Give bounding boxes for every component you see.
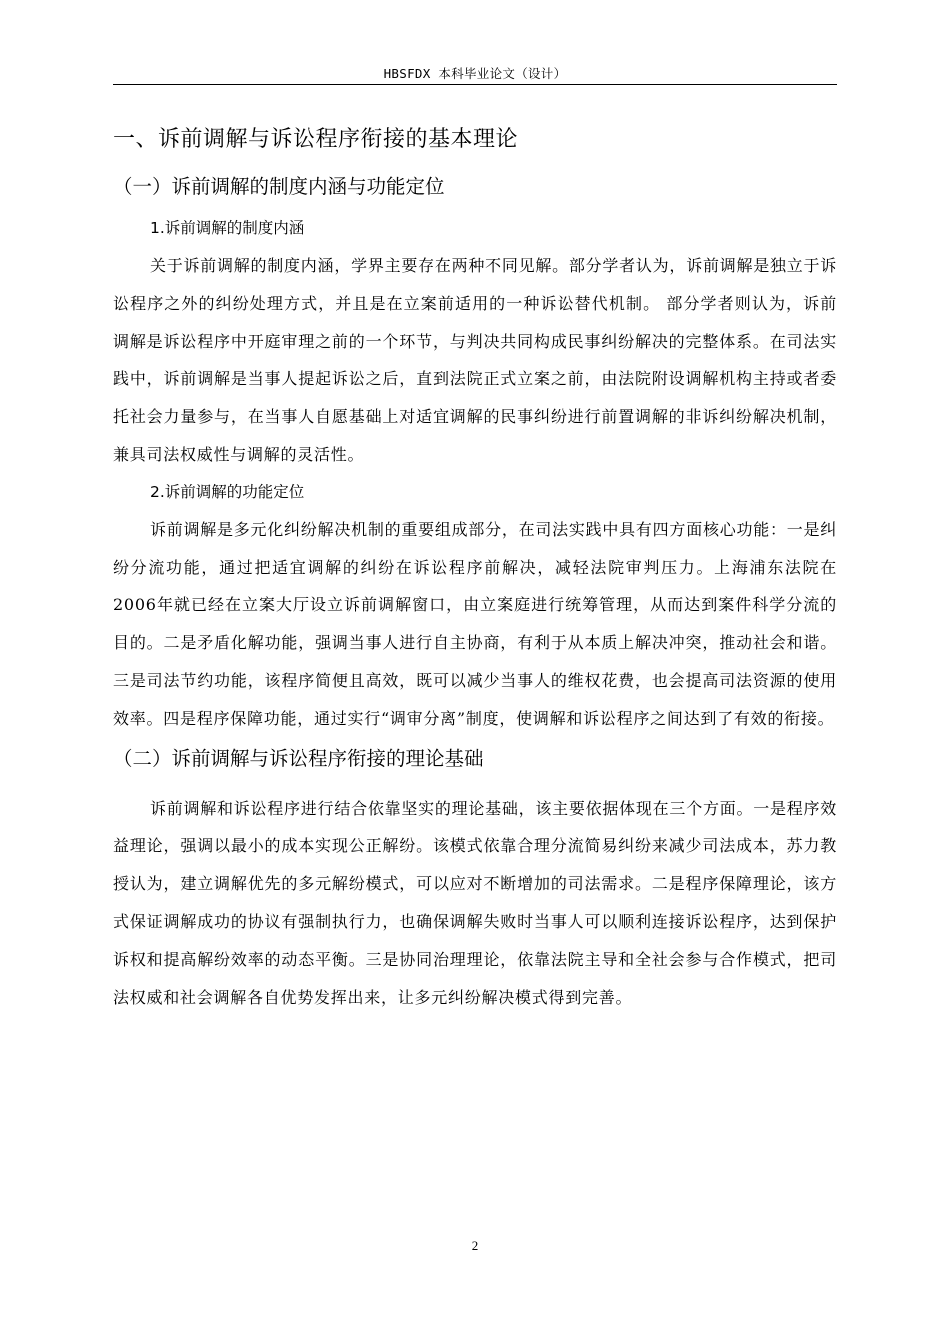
paragraph: 关于诉前调解的制度内涵，学界主要存在两种不同见解。部分学者认为，诉前调解是独立于诉讼程序之外的纠纷处理方式，并且是在立案前适用的一种诉讼替代机制。 部分学者则认为，诉前调解是诉讼程序中开庭审理之前的一个环节，与判决共同构成民事纠纷解决的完整体系。在司法实践中，诉前调解是当事人提起诉讼之后，直到法院正式立案之前，由法院附设调解机构主持或者委托社会力量参与，在当事人自愿基础上对适宜调解的民事纠纷进行前置调解的非诉纠纷解决机制，兼具司法权威性与调解的灵活性。	[113, 256, 837, 464]
paragraph: 诉前调解和诉讼程序进行结合依靠坚实的理论基础，该主要依据体现在三个方面。一是程序效益理论，强调以最小的成本实现公正解纷。该模式依靠合理分流简易纠纷来减少司法成本，苏力教授认为，建立调解优先的多元解纷模式，可以应对不断增加的司法需求。二是程序保障理论，该方式保证调解成功的协议有强制执行力，也确保调解失败时当事人可以顺利连接诉讼程序，达到保护诉权和提高解纷效率的动态平衡。三是协同治理理论，依靠法院主导和全社会参与合作模式，把司法权威和社会调解各自优势发挥出来，让多元纠纷解决模式得到完善。	[113, 798, 837, 1007]
paragraph: 诉前调解是多元化纠纷解决机制的重要组成部分，在司法实践中具有四方面核心功能：一是纠纷分流功能，通过把适宜调解的纠纷在诉讼程序前解决，减轻法院审判压力。上海浦东法院在2006年就已经在立案大厅设立诉前调解窗口，由立案庭进行统筹管理，从而达到案件科学分流的目的。二是矛盾化解功能，强调当事人进行自主协商，有利于从本质上解决冲突，推动社会和谐。三是司法节约功能，该程序简便且高效，既可以减少当事人的维权花费，也会提高司法资源的使用效率。四是程序保障功能，通过实行“调审分离”制度，使调解和诉讼程序之间达到了有效的衔接。	[113, 519, 837, 728]
page-number: 2	[471, 1238, 479, 1253]
subsection-title-1: 1.诉前调解的制度内涵	[150, 219, 305, 237]
section-title-2: （二）诉前调解与诉讼程序衔接的理论基础	[113, 746, 484, 770]
section-title-1: （一）诉前调解的制度内涵与功能定位	[113, 175, 445, 198]
running-header: HBSFDX 本科毕业论文（设计）	[113, 66, 837, 85]
chapter-title: 一、诉前调解与诉讼程序衔接的基本理论	[113, 127, 519, 152]
page-content	[113, 120, 837, 1016]
subsection-title-2: 2.诉前调解的功能定位	[150, 482, 305, 501]
